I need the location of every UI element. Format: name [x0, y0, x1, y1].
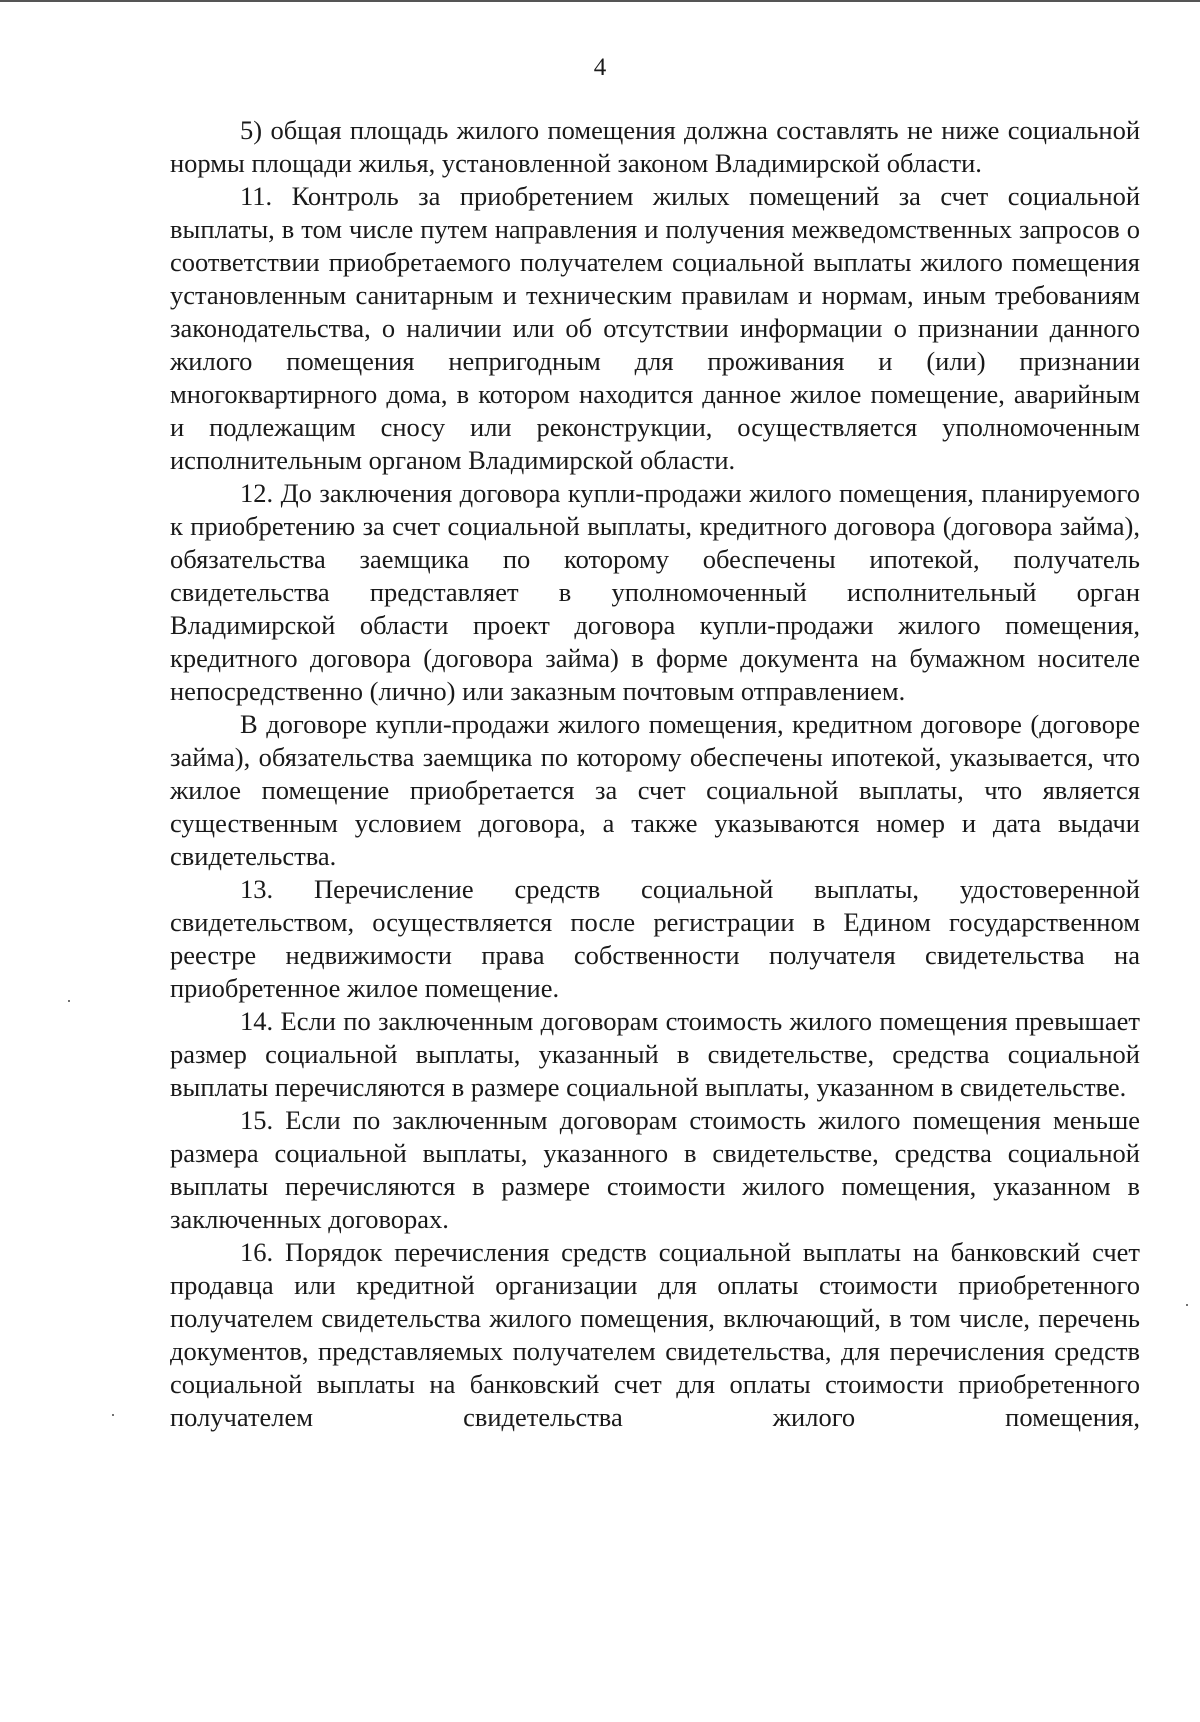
scan-speck	[68, 1000, 70, 1002]
paragraph-11-control: 11. Контроль за приобретением жилых помещений за счет социальной выплаты, в том числе путем направления и получения межведомственных запросов о соответствии приобретаемого получателем социальной выплаты жилого помещения установленным санитарным и техническим правилам и нормам, иным требованиям законодательства, о наличии или об отсутствии информации о признании данного жилого помещения непригодным для проживания и (или) признании многоквартирного дома, в котором находится данное жилое помещение, аварийным и подлежащим сносу или реконструкции, осуществляется уполномоченным исполнительным органом Владимирской области.	[170, 181, 1140, 475]
document-body	[170, 114, 1140, 1434]
paragraph-12-contract-terms: В договоре купли-продажи жилого помещения, кредитном договоре (договоре займа), обязательства заемщика по которому обеспечены ипотекой, указывается, что жилое помещение приобретается за счет социальной выплаты, что является существенным условием договора, а также указываются номер и дата выдачи свидетельства.	[170, 709, 1140, 871]
page-top-edge	[0, 0, 1200, 2]
paragraph-item-5: 5) общая площадь жилого помещения должна составлять не ниже социальной нормы площади жилья, установленной законом Владимирской области.	[170, 115, 1140, 178]
page-number: 4	[593, 54, 607, 81]
paragraph-16-transfer-procedure: 16. Порядок перечисления средств социальной выплаты на банковский счет продавца или кредитной организации для оплаты стоимости приобретенного получателем свидетельства жилого помещения, включающий, в том числе, перечень документов, представляемых получателем свидетельства, для перечисления средств социальной выплаты на банковский счет для оплаты стоимости приобретенного получателем свидетельства жилого помещения,	[170, 1237, 1140, 1432]
paragraph-13-transfer: 13. Перечисление средств социальной выплаты, удостоверенной свидетельством, осуществляется после регистрации в Едином государственном реестре недвижимости права собственности получателя свидетельства на приобретенное жилое помещение.	[170, 874, 1140, 1003]
scan-speck	[1186, 1304, 1188, 1306]
paragraph-12-contract-draft: 12. До заключения договора купли-продажи жилого помещения, планируемого к приобретению за счет социальной выплаты, кредитного договора (договора займа), обязательства заемщика по которому обеспечены ипотекой, получатель свидетельства представляет в уполномоченный исполнительный орган Владимирской области проект договора купли-продажи жилого помещения, кредитного договора (договора займа) в форме документа на бумажном носителе непосредственно (лично) или заказным почтовым отправлением.	[170, 478, 1140, 706]
scan-speck	[112, 1414, 114, 1416]
paragraph-14-excess-cost: 14. Если по заключенным договорам стоимость жилого помещения превышает размер социальной выплаты, указанный в свидетельстве, средства социальной выплаты перечисляются в размере социальной выплаты, указанном в свидетельстве.	[170, 1006, 1140, 1102]
paragraph-15-lower-cost: 15. Если по заключенным договорам стоимость жилого помещения меньше размера социальной выплаты, указанного в свидетельстве, средства социальной выплаты перечисляются в размере стоимости жилого помещения, указанном в заключенных договорах.	[170, 1105, 1140, 1234]
